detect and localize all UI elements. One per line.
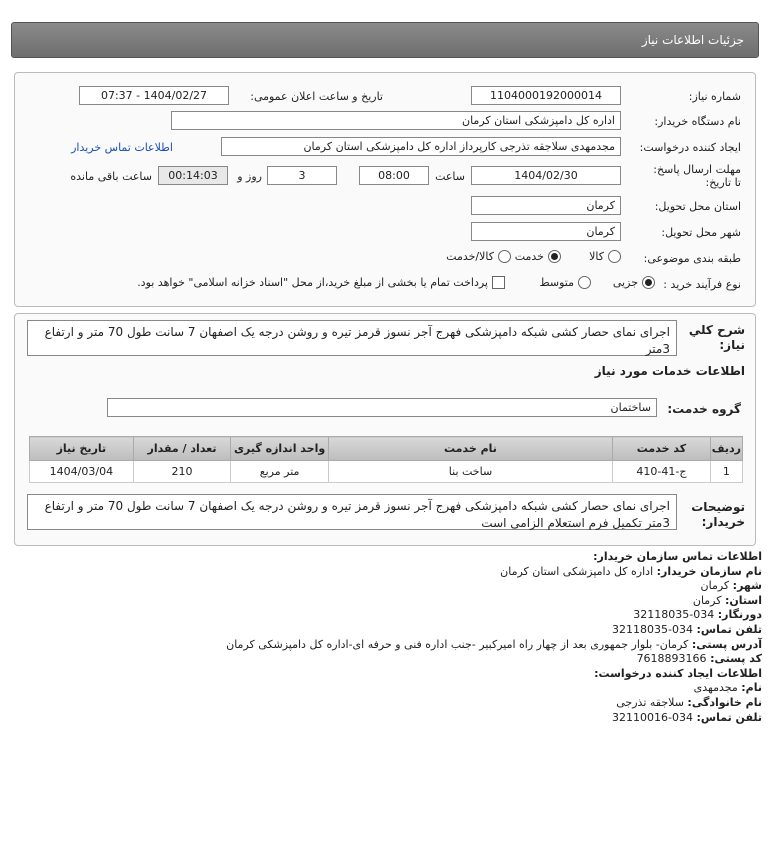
radio-service[interactable]: [548, 250, 561, 263]
category-option-goods[interactable]: کالا: [589, 250, 621, 263]
province-label: استان محل تحویل:: [654, 200, 741, 213]
buyer-notes-text: اجرای نمای حصار کشی شبکه دامپزشکی فهرج آجر نسوز قرمز تیره و روشن درجه یک اصفهان 7 سانت طول 70 متر و ارتفاع 3متر تکمیل فرم استعلام الزامی است: [27, 494, 677, 530]
summary-text: اجرای نمای حصار کشی شبکه دامپزشکی فهرج آجر نسوز قرمز تیره و روشن درجه یک اصفهان 7 سانت طول 70 متر و ارتفاع 3متر: [27, 320, 677, 356]
remaining-time-field: 00:14:03: [158, 166, 228, 185]
buyer-field: اداره کل دامپزشکی استان کرمان: [171, 111, 621, 130]
creator-contact-title: اطلاعات ایجاد کننده درخواست:: [594, 666, 762, 680]
contact-info: [12, 550, 762, 725]
org-contact-title: اطلاعات تماس سازمان خریدار:: [593, 550, 762, 563]
need-details-panel: [14, 72, 756, 307]
radio-goods-service[interactable]: [498, 250, 511, 263]
city-line: شهر: کرمان: [700, 579, 762, 593]
col-service-name: نام خدمت: [328, 437, 612, 461]
creator-phone-line: تلفن تماس: 034-32110016: [612, 710, 762, 724]
services-table: [29, 436, 743, 483]
category-option-service[interactable]: خدمت: [515, 250, 561, 263]
address-line: آدرس پستی: کرمان- بلوار جمهوری بعد از چهار راه امیرکبیر -جنب اداره فنی و حرفه ای-اداره کل دامپزشکی کرمان: [226, 637, 762, 651]
province-field: کرمان: [471, 196, 621, 215]
creator-label: ایجاد کننده درخواست:: [639, 141, 741, 154]
col-unit: واحد اندازه گیری: [231, 437, 329, 461]
page-header: [11, 22, 759, 58]
services-section-title: اطلاعات خدمات مورد نیاز: [594, 364, 745, 378]
days-label: روز و: [237, 170, 262, 183]
buyer-label: نام دستگاه خریدار:: [654, 115, 741, 128]
remaining-label: ساعت باقی مانده: [70, 170, 152, 183]
creator-field: مجدمهدی سلاجقه تذرجی کارپرداز اداره کل دامپزشکی استان کرمان: [221, 137, 621, 156]
buyer-notes-label: توضیحات خریدار:: [691, 500, 745, 529]
process-option-minor[interactable]: جزیی: [613, 276, 655, 289]
treasury-checkbox[interactable]: [492, 276, 505, 289]
page-title: جزئیات اطلاعات نیاز: [641, 33, 744, 47]
process-label: نوع فرآیند خرید :: [663, 278, 741, 291]
province-line: استان: کرمان: [692, 593, 762, 607]
announce-field: 1404/02/27 - 07:37: [79, 86, 229, 105]
col-service-code: کد خدمت: [613, 437, 711, 461]
first-name-line: نام: مجدمهدی: [693, 681, 762, 695]
city-label: شهر محل تحویل:: [661, 226, 741, 239]
city-field: کرمان: [471, 222, 621, 241]
category-label: طبقه بندی موضوعی:: [643, 252, 741, 265]
last-name-line: نام خانوادگی: سلاجقه تذرجی: [616, 695, 762, 709]
cell-row: 1: [710, 461, 742, 483]
summary-label: شرح کلي نياز:: [688, 323, 745, 352]
radio-goods[interactable]: [608, 250, 621, 263]
process-option-medium[interactable]: متوسط: [539, 276, 591, 289]
col-quantity: تعداد / مقدار: [133, 437, 231, 461]
deadline-time-field: 08:00: [359, 166, 429, 185]
cell-service-name: ساخت بنا: [328, 461, 612, 483]
cell-service-code: ج-41-410: [613, 461, 711, 483]
radio-minor[interactable]: [642, 276, 655, 289]
table-header-row: [30, 437, 743, 461]
postal-line: کد پستی: 7618893166: [636, 652, 762, 666]
deadline-date-field: 1404/02/30: [471, 166, 621, 185]
org-name-line: نام سازمان خریدار: اداره کل دامپزشکی استان کرمان: [500, 564, 762, 578]
col-need-date: تاریخ نیاز: [30, 437, 134, 461]
need-number-label: شماره نیاز:: [688, 90, 741, 103]
col-row: ردیف: [710, 437, 742, 461]
table-row: [30, 461, 743, 483]
days-field: 3: [267, 166, 337, 185]
fax-line: دورنگار: 034-32118035: [633, 608, 762, 622]
cell-unit: متر مربع: [231, 461, 329, 483]
services-panel: [14, 313, 756, 546]
service-group-field: ساختمان: [107, 398, 657, 417]
radio-medium[interactable]: [578, 276, 591, 289]
deadline-time-label: ساعت: [435, 170, 465, 183]
category-option-goods-service[interactable]: کالا/خدمت: [446, 250, 511, 263]
deadline-label: مهلت ارسال پاسخ: تا تاریخ:: [653, 163, 741, 189]
phone-line: تلفن تماس: 034-32118035: [612, 622, 762, 636]
announce-label: تاریخ و ساعت اعلان عمومی:: [250, 90, 383, 103]
service-group-label: گروه خدمت:: [667, 402, 741, 416]
buyer-contact-link[interactable]: اطلاعات تماس خریدار: [71, 141, 173, 154]
cell-quantity: 210: [133, 461, 231, 483]
need-number-field: 1104000192000014: [471, 86, 621, 105]
treasury-payment-option[interactable]: پرداخت تمام یا بخشی از مبلغ خرید،از محل "اسناد خزانه اسلامی" خواهد بود.: [137, 276, 505, 289]
cell-need-date: 1404/03/04: [30, 461, 134, 483]
